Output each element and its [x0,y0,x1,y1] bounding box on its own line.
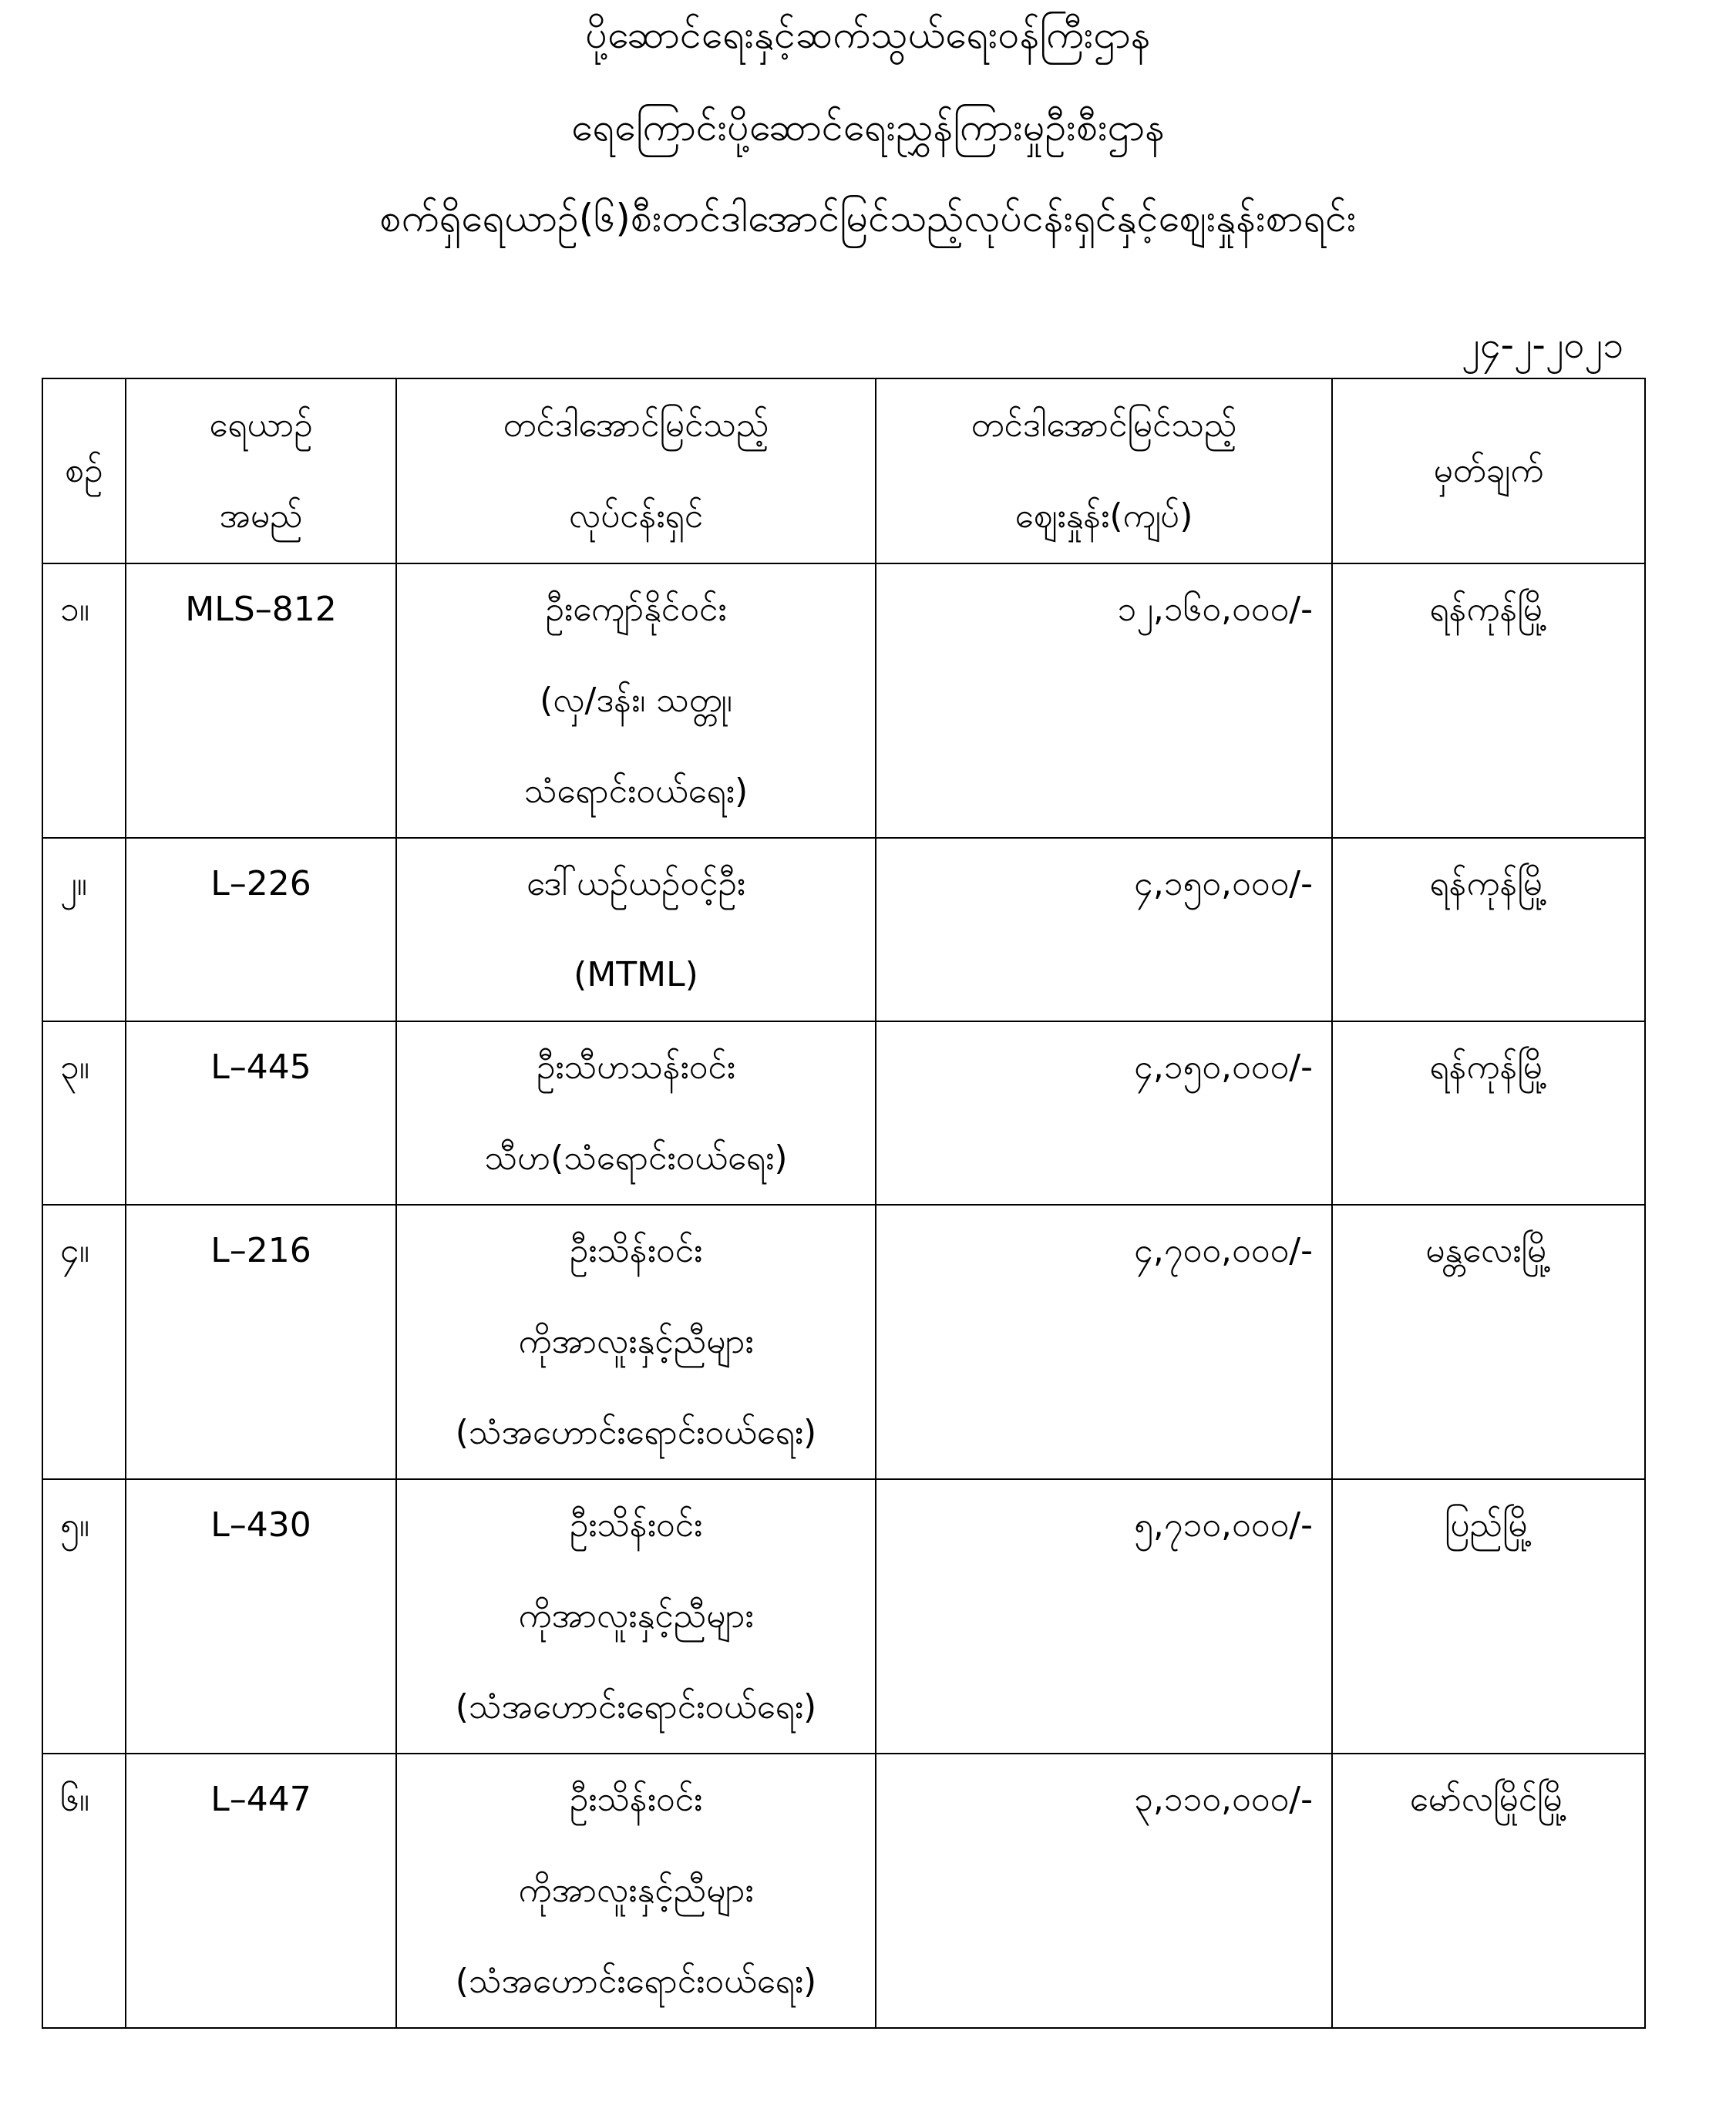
row-price: ၄,၁၅၀,၀၀၀/- [876,838,1332,1021]
row-vessel-name: L–447 [126,1754,396,2028]
row-price: ၅,၇၁၀,၀၀၀/- [876,1479,1332,1754]
table-row [42,1205,1645,1479]
row-vessel-name: MLS–812 [126,563,396,838]
header-remark [1332,378,1645,563]
bidder-line: (MTML) [574,955,698,994]
row-remark: ရန်ကုန်မြို့ [1332,1021,1645,1205]
tender-results-table [42,378,1646,2029]
row-bidder [396,1479,876,1754]
bidder-line: (လှ/ဒန်း၊ သတ္တု၊ [540,681,732,720]
row-remark: ရန်ကုန်မြို့ [1332,838,1645,1021]
bidder-line: ဦးသိန်းဝင်း [569,1780,703,1819]
header-serial [42,378,126,563]
bidder-line: ဦးသီဟသန်းဝင်း [537,1048,735,1087]
row-price: ၄,၁၅၀,၀၀၀/- [876,1021,1332,1205]
bidder-line: (သံအဟောင်းရောင်းဝယ်ရေး) [455,1413,817,1452]
header-winning-bidder-line-1: တင်ဒါအောင်မြင်သည့် [503,405,769,445]
bidder-line: (သံအဟောင်းရောင်းဝယ်ရေး) [455,1962,817,2001]
header-vessel-name-line-2: အမည် [219,496,303,536]
row-bidder [396,1205,876,1479]
row-price: ၃,၁၁၀,၀၀၀/- [876,1754,1332,2028]
table-row [42,563,1645,838]
bidder-line: ဦးသိန်းဝင်း [569,1231,703,1270]
bidder-line: သံရောင်းဝယ်ရေး) [523,772,749,811]
row-bidder [396,1754,876,2028]
row-remark: မော်လမြိုင်မြို့ [1332,1754,1645,2028]
ministry-title: ပို့ဆောင်ရေးနှင့်ဆက်သွယ်ရေးဝန်ကြီးဌာန [585,12,1151,57]
document-title: စက်ရှိရေယာဉ်(၆)စီးတင်ဒါအောင်မြင်သည့်လုပ်ငန်းရှင်နှင့်ဈေးနှုန်းစာရင်း [379,196,1357,240]
row-price: ၄,၇၀၀,၀၀၀/- [876,1205,1332,1479]
department-title: ရေကြောင်းပို့ဆောင်ရေးညွှန်ကြားမှုဦးစီးဌာန [571,105,1165,150]
header-serial-label: စဉ် [65,451,103,490]
row-serial: ၁။ [42,563,126,838]
row-bidder [396,563,876,838]
bidder-line: ကိုအာလူးနှင့်ညီများ [518,1596,754,1636]
row-serial: ၆။ [42,1754,126,2028]
bidder-line: ကိုအာလူးနှင့်ညီများ [518,1322,754,1361]
bidder-line: (သံအဟောင်းရောင်းဝယ်ရေး) [455,1687,817,1727]
bidder-line: ဦးကျော်နိုင်ဝင်း [545,590,727,629]
header-winning-price-line-2: ဈေးနှုန်း(ကျပ်) [1014,496,1193,536]
table-row [42,1479,1645,1754]
row-bidder [396,838,876,1021]
bidder-line: ဒေါ်ယဉ်ယဉ်ဝင့်ဦး [527,864,745,903]
table-row [42,1021,1645,1205]
header-remark-label: မှတ်ချက် [1433,451,1544,490]
bidder-line: ဦးသိန်းဝင်း [569,1505,703,1545]
row-vessel-name: L–445 [126,1021,396,1205]
bidder-line: သီဟ(သံရောင်းဝယ်ရေး) [484,1138,788,1178]
row-serial: ၄။ [42,1205,126,1479]
header-vessel-name-line-1: ရေယာဉ် [209,405,313,445]
table-header-row [42,378,1645,563]
table-row [42,1754,1645,2028]
header-winning-bidder [396,378,876,563]
row-vessel-name: L–216 [126,1205,396,1479]
bidder-line: ကိုအာလူးနှင့်ညီများ [518,1871,754,1910]
table-row [42,838,1645,1021]
row-vessel-name: L–226 [126,838,396,1021]
row-serial: ၃။ [42,1021,126,1205]
row-remark: မန္တလေးမြို့ [1332,1205,1645,1479]
row-bidder [396,1021,876,1205]
header-winning-bidder-line-2: လုပ်ငန်းရှင် [568,496,704,536]
header-winning-price [876,378,1332,563]
row-remark: ပြည်မြို့ [1332,1479,1645,1754]
header-winning-price-line-1: တင်ဒါအောင်မြင်သည့် [971,405,1237,445]
row-remark: ရန်ကုန်မြို့ [1332,563,1645,838]
document-date: ၂၄-၂-၂၀၂၁ [1462,324,1623,367]
row-vessel-name: L–430 [126,1479,396,1754]
header-vessel-name [126,378,396,563]
row-price: ၁၂,၁၆၀,၀၀၀/- [876,563,1332,838]
row-serial: ၅။ [42,1479,126,1754]
row-serial: ၂။ [42,838,126,1021]
